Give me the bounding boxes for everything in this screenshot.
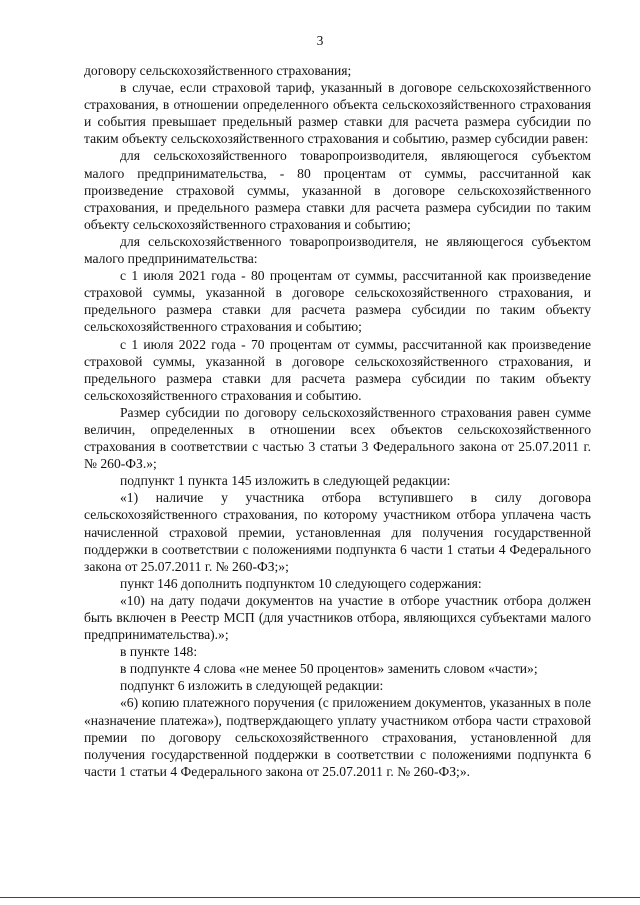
page-bottom-edge	[0, 897, 640, 898]
paragraph-item-10: «10) на дату подачи документов на участие в отборе участник отбора должен быть включен в Реестр МСП (для участников отбора, являющихся субъектами малого предпринимательства).»;	[84, 592, 591, 643]
paragraph-july-2022: с 1 июля 2022 года - 70 процентам от суммы, рассчитанной как произведение страховой суммы, указанной в договоре сельскохозяйственного страхования, и предельного размера ставки для расчета размера субсидии по таким объекту сельскохозяйственного страхования и событию.	[84, 336, 591, 403]
page-number: 3	[316, 33, 324, 48]
paragraph-item-6: «6) копию платежного поручения (с приложением документов, указанных в поле «назначение платежа»), подтверждающего уплату участником отбора части страховой премии по договору сельскохозяйственного страхования, установленной для получения государственной поддержки в соответствии с положениями подпункта 6 части 1 статьи 4 Федерального закона от 25.07.2011 г. № 260-ФЗ;».	[84, 695, 591, 779]
paragraph-tariff-exceeds: в случае, если страховой тариф, указанный в договоре сельскохозяйственного страхования, в отношении определенного объекта сельскохозяйственного страхования и события превышает предельный размер ставки для расчета размера субсидии по таким объекту сельскохозяйственного страхования и событию, размер субсидии равен:	[84, 80, 591, 147]
paragraph-item-1: «1) наличие у участника отбора вступившего в силу договора сельскохозяйственного страхования, по которому участником отбора уплачена часть начисленной страховой премии, установленная для получения государственной поддержки в соответствии с положениями подпункта 6 части 1 статьи 4 Федерального закона от 25.07.2011 г. № 260-ФЗ;»;	[84, 490, 591, 574]
paragraph-clause-146: пункт 146 дополнить подпунктом 10 следующего содержания:	[120, 575, 482, 591]
paragraph-subsidy-sum: Размер субсидии по договору сельскохозяйственного страхования равен сумме величин, определенных в отношении всех объектов сельскохозяйственного страхования в соответствии с частью 3 статьи 3 Федерального закона от 25.07.2011 г. № 260-ФЗ.»;	[84, 404, 591, 472]
paragraph-small-business: для сельскохозяйственного товаропроизводителя, являющегося субъектом малого предпринимательства, - 80 процентам от суммы, рассчитанной как произведение страховой суммы, указанной в договоре сельскохозяйственного страхования, и предельного размера ставки для расчета размера субсидии по таким объекту сельскохозяйственного страхования и событию;	[84, 148, 591, 232]
paragraph-subclause-4: в подпункте 4 слова «не менее 50 процентов» заменить словом «части»;	[120, 661, 538, 677]
paragraph-continuation: договору сельскохозяйственного страхования;	[84, 63, 352, 78]
paragraph-not-small-business: для сельскохозяйственного товаропроизводителя, не являющегося субъектом малого предпринимательства:	[84, 233, 591, 267]
paragraph-clause-148: в пункте 148:	[120, 644, 198, 660]
document-body	[84, 62, 591, 780]
paragraph-subclause-6: подпункт 6 изложить в следующей редакции:	[120, 678, 384, 694]
paragraph-july-2021: с 1 июля 2021 года - 80 процентам от суммы, рассчитанной как произведение страховой суммы, указанной в договоре сельскохозяйственного страхования, и предельного размера ставки для расчета размера субсидии по таким объекту сельскохозяйственного страхования и событию;	[84, 268, 591, 335]
paragraph-subclause-145: подпункт 1 пункта 145 изложить в следующей редакции:	[120, 473, 451, 489]
